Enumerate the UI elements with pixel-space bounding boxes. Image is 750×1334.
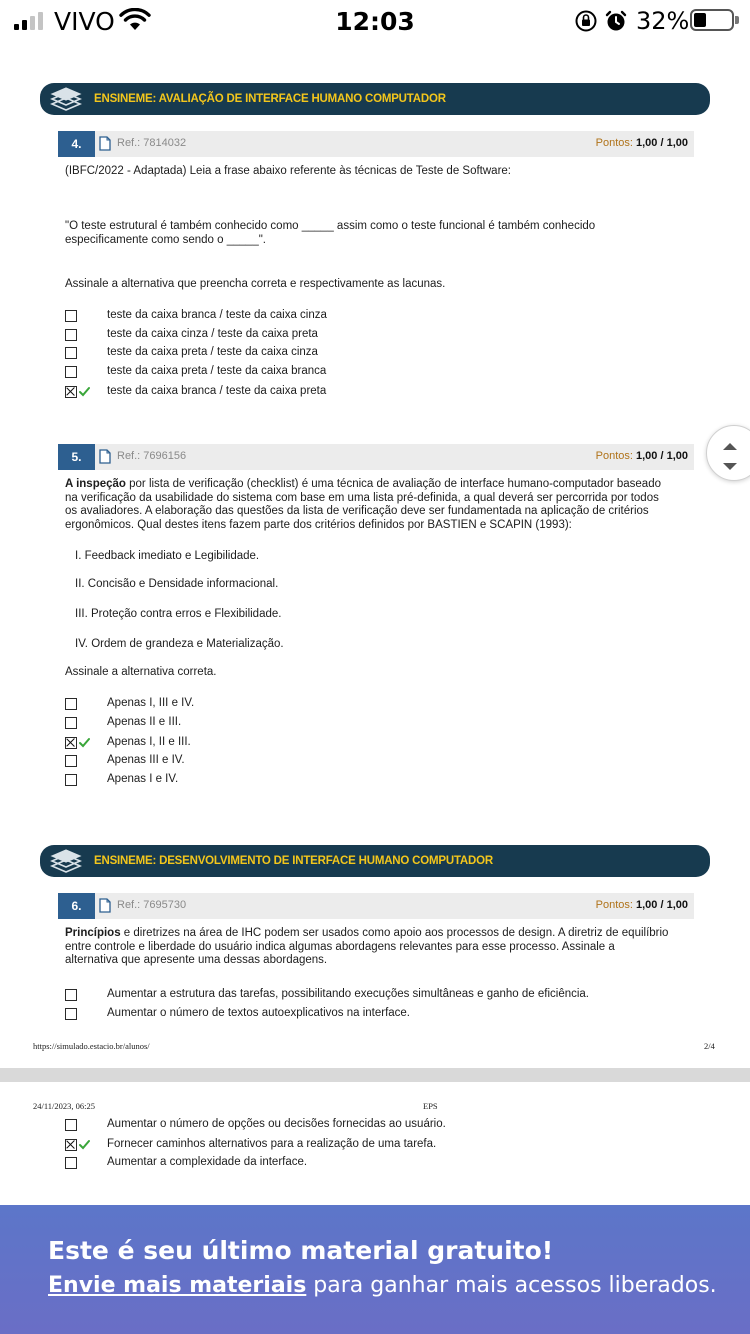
question-points <box>596 899 688 911</box>
option-checkbox-checked[interactable] <box>65 737 77 749</box>
battery-percent: 32% <box>636 7 690 35</box>
correct-check-icon <box>79 386 90 397</box>
scroll-arrows-icon <box>707 426 750 482</box>
send-materials-link[interactable]: Envie mais materiais <box>48 1273 307 1298</box>
correct-check-icon <box>79 737 90 748</box>
answer-option[interactable] <box>65 754 665 769</box>
answer-option[interactable] <box>65 328 665 343</box>
section-banner <box>40 845 710 877</box>
statement-line: ergonômicos. Qual destes itens fazem parte dos critérios definidos por BASTIEN e SCAPIN (1993): <box>65 518 572 531</box>
answer-option-selected[interactable] <box>65 736 665 751</box>
points-value: 1,00 / 1,00 <box>636 899 688 911</box>
question-header <box>58 893 694 919</box>
option-checkbox[interactable] <box>65 1157 77 1169</box>
answer-option-selected[interactable] <box>65 385 665 400</box>
section-banner <box>40 83 710 115</box>
question-ref: Ref.: 7696156 <box>117 450 187 462</box>
option-label: Apenas II e III. <box>107 716 182 728</box>
answer-option[interactable] <box>65 1007 665 1022</box>
clock: 12:03 <box>335 7 415 36</box>
option-label: Aumentar o número de textos autoexplicativos na interface. <box>107 1007 411 1019</box>
question-ref: Ref.: 7814032 <box>117 137 187 149</box>
section-title: ENSINEME: DESENVOLVIMENTO DE INTERFACE HUMANO COMPUTADOR <box>94 855 493 867</box>
page-footer-url: https://simulado.estacio.br/alunos/ <box>33 1041 150 1051</box>
page-divider <box>0 1068 750 1082</box>
option-label: Aumentar a complexidade da interface. <box>107 1156 308 1168</box>
page-footer-number: 2/4 <box>704 1041 715 1051</box>
document-icon <box>99 898 111 913</box>
option-label: teste da caixa preta / teste da caixa cinza <box>107 346 318 358</box>
promo-subtitle <box>48 1273 717 1298</box>
answer-option[interactable] <box>65 1118 665 1133</box>
question-header <box>58 131 694 157</box>
points-value: 1,00 / 1,00 <box>636 450 688 462</box>
quote-line: "O teste estrutural é também conhecido como _____ assim como o teste funcional é também conhecido <box>65 220 596 232</box>
statement-text: por lista de verificação (checklist) é uma técnica de avaliação de interface humano-computador baseado <box>125 478 661 490</box>
battery-nub <box>735 16 739 24</box>
battery-icon <box>690 9 734 31</box>
answer-option[interactable] <box>65 716 665 731</box>
option-checkbox-checked[interactable] <box>65 386 77 398</box>
option-label: teste da caixa branca / teste da caixa cinza <box>107 309 327 321</box>
answer-option[interactable] <box>65 309 665 324</box>
option-checkbox[interactable] <box>65 1119 77 1131</box>
statement-line: na verificação da usabilidade do sistema com base em uma lista pré-definida, a qual deverá ser percorrida por todos <box>65 491 659 504</box>
quote-line: especificamente como sendo o _____". <box>65 233 266 246</box>
section-title: ENSINEME: AVALIAÇÃO DE INTERFACE HUMANO COMPUTADOR <box>94 93 446 105</box>
question-number: 6. <box>58 893 95 919</box>
question-header <box>58 444 694 470</box>
criteria-item: II. Concisão e Densidade informacional. <box>75 578 279 590</box>
option-checkbox[interactable] <box>65 347 77 359</box>
page-header-title: EPS <box>423 1101 438 1111</box>
statement-lead: Princípios <box>65 927 121 939</box>
option-label: Apenas III e IV. <box>107 754 185 766</box>
document-icon <box>99 449 111 464</box>
option-checkbox-checked[interactable] <box>65 1139 77 1151</box>
carrier-name: VIVO <box>54 7 115 36</box>
question-number: 4. <box>58 131 95 157</box>
option-label: Apenas I, II e III. <box>107 736 191 748</box>
promo-banner <box>0 1205 750 1334</box>
answer-option[interactable] <box>65 773 665 788</box>
criteria-item: IV. Ordem de grandeza e Materialização. <box>75 638 284 650</box>
answer-option[interactable] <box>65 365 665 380</box>
rotation-lock-icon <box>574 9 598 33</box>
document-icon <box>99 136 111 151</box>
books-icon <box>50 848 82 874</box>
option-label: Aumentar a estrutura das tarefas, possibilitando execuções simultâneas e ganho de eficiência. <box>107 988 590 1000</box>
option-label: teste da caixa preta / teste da caixa branca <box>107 365 327 377</box>
option-checkbox[interactable] <box>65 698 77 710</box>
question-points <box>596 137 688 149</box>
status-bar <box>0 0 750 44</box>
question-source <box>65 165 690 179</box>
criteria-item: I. Feedback imediato e Legibilidade. <box>75 550 260 562</box>
option-label: Apenas I e IV. <box>107 773 179 785</box>
answer-option-selected[interactable] <box>65 1138 665 1153</box>
question-statement <box>65 927 690 968</box>
statement-line: entre controle e liberdade do usuário indica algumas abordagens relevantes para esse processo. Assinale a <box>65 940 615 953</box>
option-checkbox[interactable] <box>65 366 77 378</box>
points-value: 1,00 / 1,00 <box>636 137 688 149</box>
points-label: Pontos: <box>595 899 633 911</box>
option-checkbox[interactable] <box>65 1008 77 1020</box>
promo-title: Este é seu último material gratuito! <box>48 1236 554 1265</box>
option-label: Aumentar o número de opções ou decisões fornecidas ao usuário. <box>107 1118 446 1130</box>
promo-rest: para ganhar mais acessos liberados. <box>306 1273 717 1298</box>
option-label: teste da caixa cinza / teste da caixa preta <box>107 328 318 340</box>
question-number: 5. <box>58 444 95 470</box>
correct-check-icon <box>79 1139 90 1150</box>
question-instruction: Assinale a alternativa que preencha correta e respectivamente as lacunas. <box>65 278 446 290</box>
option-checkbox[interactable] <box>65 755 77 767</box>
question-points <box>596 450 688 462</box>
option-label: teste da caixa branca / teste da caixa preta <box>107 385 327 397</box>
statement-text: e diretrizes na área de IHC podem ser usados como apoio aos processos de design. A diretriz de equilíbrio <box>120 927 669 939</box>
question-ref: Ref.: 7695730 <box>117 899 187 911</box>
question-instruction: Assinale a alternativa correta. <box>65 666 217 678</box>
answer-option[interactable] <box>65 697 665 712</box>
scroll-up-down-button[interactable] <box>706 425 750 481</box>
books-icon <box>50 86 82 112</box>
source-text: (IBFC/2022 - Adaptada) Leia a frase abaixo referente às técnicas de Teste de Software: <box>65 165 511 177</box>
statement-line: os avaliadores. A elaboração das questões da lista de verificação deve ser fundamentada na aplicação de critérios <box>65 505 649 517</box>
points-label: Pontos: <box>595 137 633 149</box>
statement-line: alternativa que apresente uma dessas abordagens. <box>65 954 328 966</box>
points-label: Pontos: <box>595 450 633 462</box>
page-header-date: 24/11/2023, 06:25 <box>33 1101 96 1111</box>
criteria-item: III. Proteção contra erros e Flexibilidade. <box>75 608 282 620</box>
option-label: Apenas I, III e IV. <box>107 697 195 709</box>
option-checkbox[interactable] <box>65 310 77 322</box>
option-checkbox[interactable] <box>65 717 77 729</box>
option-checkbox[interactable] <box>65 329 77 341</box>
option-checkbox[interactable] <box>65 989 77 1001</box>
answer-option[interactable] <box>65 988 665 1003</box>
option-checkbox[interactable] <box>65 774 77 786</box>
answer-option[interactable] <box>65 346 665 361</box>
statement-line <box>65 927 690 941</box>
statement-line <box>65 478 690 492</box>
question-quote <box>65 220 690 247</box>
alarm-icon <box>604 9 628 33</box>
answer-option[interactable] <box>65 1156 665 1171</box>
option-label: Fornecer caminhos alternativos para a realização de uma tarefa. <box>107 1138 437 1150</box>
question-statement <box>65 478 690 532</box>
statement-lead: A inspeção <box>65 478 126 490</box>
